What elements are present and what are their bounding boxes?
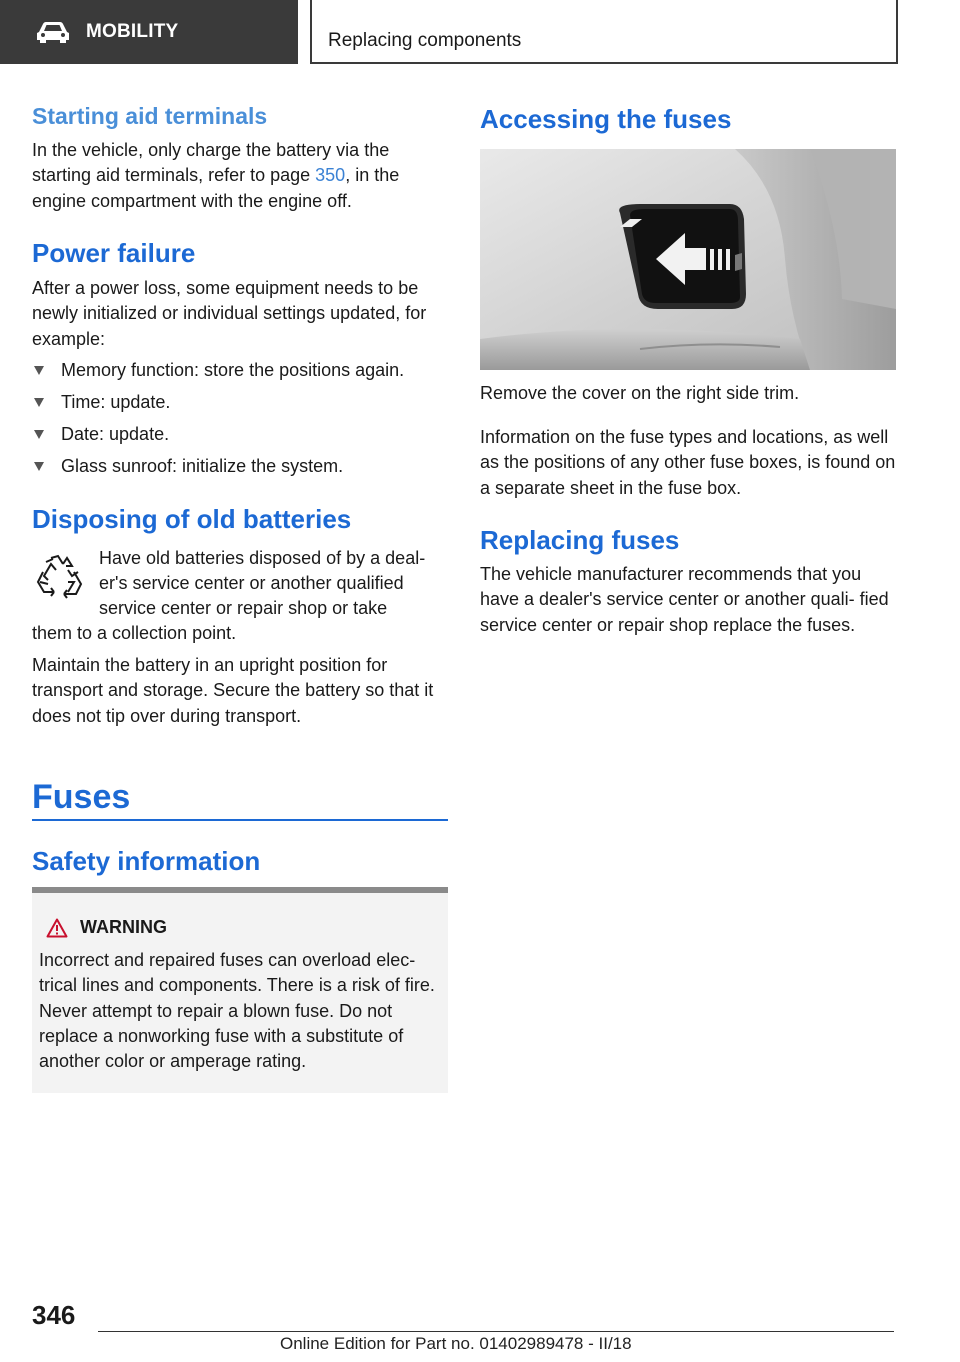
power-failure-intro: After a power loss, some equipment needs to be newly initialized or individual settings updated, for example: [32, 278, 427, 349]
warning-header [46, 917, 167, 938]
warning-box [32, 887, 448, 1093]
replacing-text: The vehicle manufacturer recommends that you have a dealer's service center or another quali‐ fied service center or repair shop replace the fuses. [480, 564, 889, 635]
page-link[interactable]: 350 [315, 165, 346, 186]
accessing-heading: Accessing the fuses [480, 104, 732, 134]
warning-label: WARNING [80, 917, 167, 937]
disposing-line-2: er's service center or another qualified [99, 573, 404, 593]
edition-note: Online Edition for Part no. 01402989478 - II/18 [280, 1334, 632, 1353]
fuse-info-text: Information on the fuse types and locations, as well as the positions of any other fuse boxes, is found on a separate sheet in the fuse box. [480, 427, 896, 498]
section-title: Replacing components [328, 30, 522, 51]
replacing-heading: Replacing fuses [480, 525, 680, 555]
header-section-box [310, 0, 898, 64]
starting-aid-heading: Starting aid terminals [32, 103, 268, 129]
car-icon [36, 21, 70, 43]
disposing-line-3: service center or repair shop or take [99, 598, 388, 618]
header-brand-bar [0, 0, 298, 64]
page-number: 346 [32, 1300, 76, 1330]
starting-aid-text [32, 138, 448, 214]
section-divider [32, 819, 448, 821]
bullet-triangle-icon [34, 398, 44, 407]
warning-text: Incorrect and repaired fuses can overload elec‐ trical lines and components. There is a risk of fire. Never attempt to repair a blown fuse. Do not replace a nonworking fuse with a substitute of another color or amperage rating. [39, 950, 435, 1072]
power-failure-heading: Power failure [32, 238, 196, 268]
disposing-line-4: them to a collection point. [32, 623, 237, 643]
fuses-heading: Fuses [32, 778, 131, 816]
recycling-icon [34, 552, 86, 604]
safety-heading: Safety information [32, 846, 261, 876]
bullet-triangle-icon [34, 462, 44, 471]
bullet-triangle-icon [34, 430, 44, 439]
brand-label: MOBILITY [86, 21, 179, 42]
disposing-line-1: Have old batteries disposed of by a deal‐ [99, 548, 426, 568]
starting-aid-text-post: , in the engine compartment with the engine off. [32, 165, 400, 211]
fuse-cover-photo [480, 149, 896, 370]
disposing-para-2: Maintain the battery in an upright position for transport and storage. Secure the battery so that it does not tip over during transport. [32, 655, 434, 726]
photo-caption: Remove the cover on the right side trim. [480, 383, 800, 403]
starting-aid-text-pre: In the vehicle, only charge the battery via the starting aid terminals, refer to page [32, 140, 390, 186]
disposing-heading: Disposing of old batteries [32, 504, 352, 534]
bullet-triangle-icon [34, 366, 44, 375]
warning-triangle-icon [46, 918, 68, 938]
footer-divider [98, 1331, 894, 1332]
